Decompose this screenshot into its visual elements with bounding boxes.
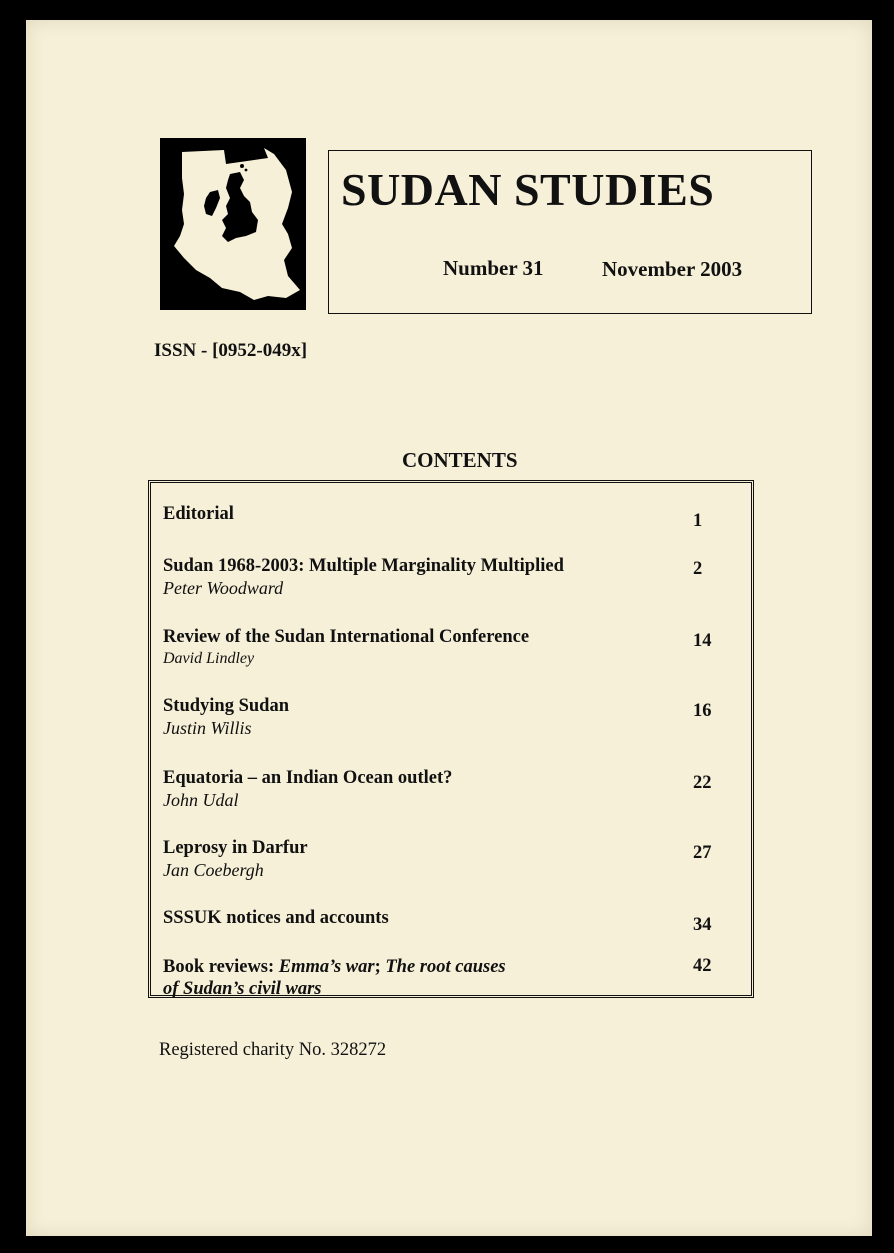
contents-table [148, 480, 754, 998]
registered-charity: Registered charity No. 328272 [159, 1040, 387, 1060]
list-item [163, 837, 743, 881]
entry-title [163, 956, 743, 978]
issue-date: November 2003 [602, 257, 743, 281]
list-item [163, 695, 743, 739]
entry-page: 16 [693, 701, 712, 721]
issn: ISSN - [0952-049x] [154, 340, 308, 361]
entry-page: 2 [693, 559, 703, 579]
entry-title-book-2: The root causes [385, 957, 506, 977]
entry-page: 22 [693, 773, 712, 793]
entry-author: John Udal [163, 790, 239, 810]
entry-title-separator: ; [374, 957, 386, 977]
sudan-map-logo [160, 138, 306, 310]
entry-title: Equatoria – an Indian Ocean outlet? [163, 768, 453, 788]
entry-author: Jan Coebergh [163, 860, 264, 880]
masthead-box [328, 150, 812, 314]
entry-title-prefix: Book reviews: [163, 957, 279, 977]
issue-number: Number 31 [443, 256, 544, 280]
entry-page: 1 [693, 511, 703, 531]
list-item [163, 503, 743, 531]
list-item [163, 956, 743, 1000]
entry-title: Sudan 1968-2003: Multiple Marginality Multiplied [163, 556, 564, 576]
contents-heading: CONTENTS [402, 448, 518, 472]
entry-title: Review of the Sudan International Conference [163, 627, 530, 647]
entry-page: 14 [693, 631, 712, 651]
entry-title: Studying Sudan [163, 696, 289, 716]
entry-author: Peter Woodward [163, 578, 284, 598]
list-item [163, 767, 743, 811]
entry-author: David Lindley [163, 650, 255, 667]
journal-title: SUDAN STUDIES [341, 164, 715, 215]
entry-title-book-2-cont: of Sudan’s civil wars [163, 979, 322, 999]
entry-title-book-1: Emma’s war [278, 957, 375, 977]
entry-page: 42 [693, 956, 712, 976]
list-item [163, 626, 743, 670]
entry-title: SSSUK notices and accounts [163, 908, 389, 928]
list-item [163, 907, 743, 935]
list-item [163, 555, 743, 599]
entry-title-line2 [163, 978, 743, 1000]
entry-title: Editorial [163, 504, 234, 524]
entry-page: 34 [693, 915, 712, 935]
entry-page: 27 [693, 843, 712, 863]
sudan-uk-map-icon [160, 138, 306, 310]
entry-title: Leprosy in Darfur [163, 838, 308, 858]
entry-author: Justin Willis [163, 718, 252, 738]
journal-cover [26, 20, 872, 1236]
